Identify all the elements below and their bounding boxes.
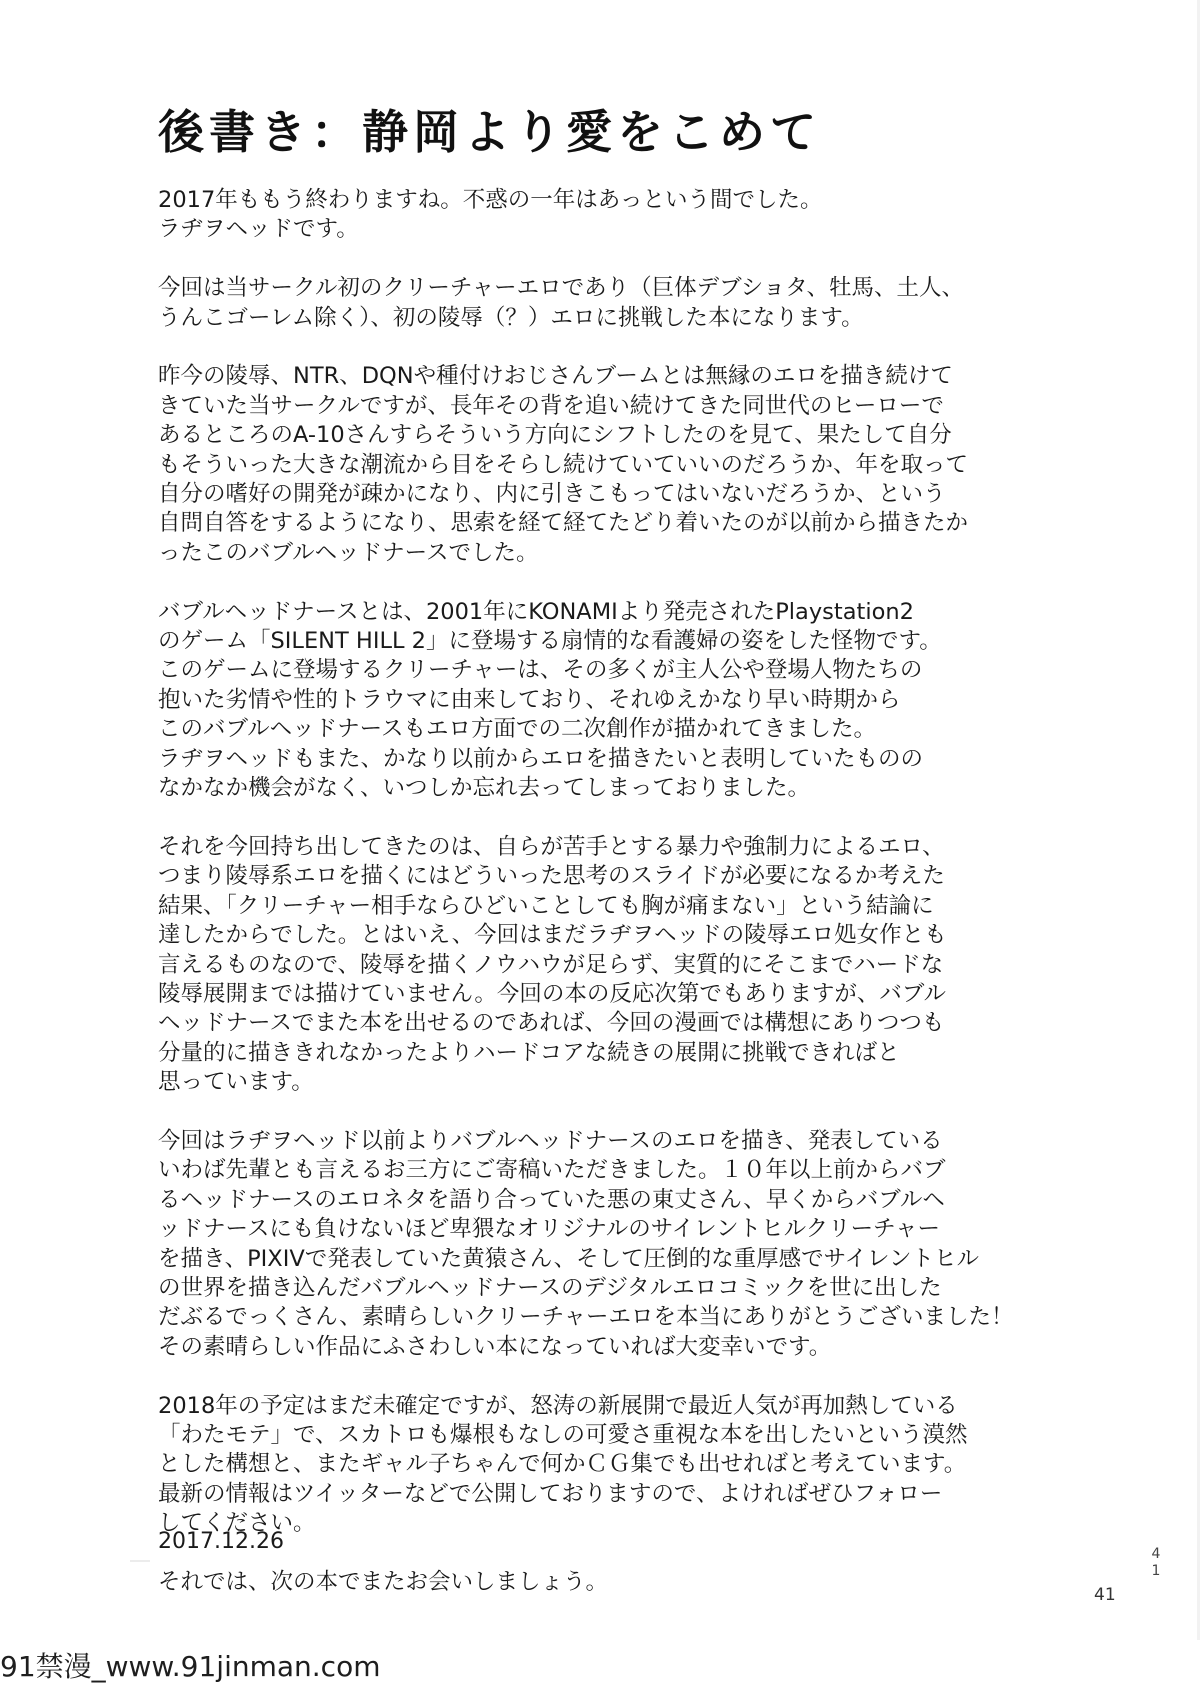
afterword-body <box>158 186 1058 1627</box>
text-line: ラヂヲヘッドです。 <box>158 216 359 243</box>
text-line: それを今回持ち出してきたのは、自らが苦手とする暴力や強制力によるエロ、 <box>158 833 945 860</box>
text-line: ッドナースにも負けないほど卑猥なオリジナルのサイレントヒルクリーチャー <box>158 1216 940 1243</box>
text-line: 結果、「クリーチャー相手ならひどいことしても胸が痛まない」という結論に <box>158 892 934 919</box>
text-line: 今回は当サークル初のクリーチャーエロであり（巨体デブショタ、牡馬、土人、 <box>158 275 964 302</box>
date-stamp: 2017.12.26 <box>158 1529 284 1554</box>
paragraph <box>158 1568 1058 1597</box>
text-line: 2017年ももう終わりますね。不惑の一年はあっという間でした。 <box>158 187 823 213</box>
text-line: バブルヘッドナースとは、2001年にKONAMIより発売されたPlaystation2 <box>158 598 914 625</box>
text-line: 今回はラヂヲヘッド以前よりバブルヘッドナースのエロを描き、発表している <box>158 1127 943 1154</box>
vertical-page-digit: 1 <box>1151 1563 1161 1579</box>
text-line: あるところのA-10さんすらそういう方向にシフトしたのを見て、果たして自分 <box>158 422 952 449</box>
text-line: いわば先輩とも言えるお三方にご寄稿いただきました。１０年以上前からバブ <box>158 1157 946 1184</box>
text-line: ヘッドナースでまた本を出せるのであれば、今回の漫画では構想にありつつも <box>158 1010 945 1037</box>
text-line: 2018年の予定はまだ未確定ですが、怒涛の新展開で最近人気が再加熱している <box>158 1392 958 1419</box>
text-line: とした構想と、またギャル子ちゃんで何かＣＧ集でも出せればと考えています。 <box>158 1451 967 1478</box>
vertical-page-digit: 4 <box>1151 1546 1161 1562</box>
text-line: このバブルヘッドナースもエロ方面での二次創作が描かれてきました。 <box>158 716 876 743</box>
vertical-page-number <box>1150 1546 1162 1580</box>
paragraph <box>158 186 1058 245</box>
text-line: きていた当サークルですが、長年その背を追い続けてきた同世代のヒーローで <box>158 392 944 419</box>
text-line: つまり陵辱系エロを描くにはどういった思考のスライドが必要になるか考えた <box>158 863 945 890</box>
text-line: を描き、PIXIVで発表していた黄猿さん、そして圧倒的な重厚感でサイレントヒル <box>158 1245 979 1272</box>
paragraph <box>158 362 1058 568</box>
text-line: るヘッドナースのエロネタを語り合っていた悪の東丈さん、早くからバブルヘ <box>158 1186 945 1213</box>
text-line: なかなか機会がなく、いつしか忘れ去ってしまっておりました。 <box>158 775 811 802</box>
text-line: 陵辱展開までは描けていません。今回の本の反応次第でもありますが、バブル <box>158 980 946 1007</box>
paragraph <box>158 833 1058 1098</box>
text-line: このゲームに登場するクリーチャーは、その多くが主人公や登場人物たちの <box>158 657 923 684</box>
text-line: うんこゴーレム除く）、初の陵辱（？）エロに挑戦した本になります。 <box>158 304 864 331</box>
text-line: 分量的に描ききれなかったよりハードコアな続きの展開に挑戦できればと <box>158 1039 900 1066</box>
page-number: 41 <box>1094 1585 1116 1605</box>
site-watermark: 91禁漫_www.91jinman.com <box>0 1650 381 1683</box>
text-line: 言えるものなので、陵辱を描くノウハウが足らず、実質的にそこまでハードな <box>158 951 944 978</box>
paragraph <box>158 1392 1058 1539</box>
text-line: 最新の情報はツイッターなどで公開しておりますので、よければぜひフォロー <box>158 1480 943 1507</box>
text-line: ったこのバブルヘッドナースでした。 <box>158 539 539 566</box>
afterword-title: 後書き：静岡より愛をこめて <box>158 105 821 159</box>
text-line: それでは、次の本でまたお会いしましょう。 <box>158 1568 609 1595</box>
text-line: 達したからでした。とはいえ、今回はまだラヂヲヘッドの陵辱エロ処女作とも <box>158 922 947 949</box>
scan-mark <box>130 1560 150 1562</box>
text-line: のゲーム「SILENT HILL 2」に登場する扇情的な看護婦の姿をした怪物です。 <box>158 628 942 655</box>
text-line: の世界を描き込んだバブルヘッドナースのデジタルエロコミックを世に出した <box>158 1274 942 1301</box>
text-line: 自分の嗜好の開発が疎かになり、内に引きこもってはいないだろうか、という <box>158 481 946 508</box>
paragraph <box>158 274 1058 333</box>
text-line: 自問自答をするようになり、思索を経て経てたどり着いたのが以前から描きたか <box>158 510 969 537</box>
text-line: 昨今の陵辱、NTR、DQNや種付けおじさんブームとは無縁のエロを描き続けて <box>158 363 953 390</box>
paragraph <box>158 598 1058 804</box>
text-line: 「わたモテ」で、スカトロも爆根もなしの可愛さ重視な本を出したいという漠然 <box>158 1421 968 1448</box>
text-line: 抱いた劣情や性的トラウマに由来しており、それゆえかなり早い時期から <box>158 686 901 713</box>
text-line: 思っています。 <box>158 1069 314 1096</box>
text-line: してください。 <box>158 1510 316 1537</box>
text-line: ラヂヲヘッドもまた、かなり以前からエロを描きたいと表明していたものの <box>158 745 924 772</box>
paragraph <box>158 1127 1058 1362</box>
text-line: だぶるでっくさん、素晴らしいクリーチャーエロを本当にありがとうございました！ <box>158 1304 1014 1331</box>
text-line: その素晴らしい作品にふさわしい本になっていれば大変幸いです。 <box>158 1333 832 1360</box>
text-line: もそういった大きな潮流から目をそらし続けていていいのだろうか、年を取って <box>158 451 969 478</box>
